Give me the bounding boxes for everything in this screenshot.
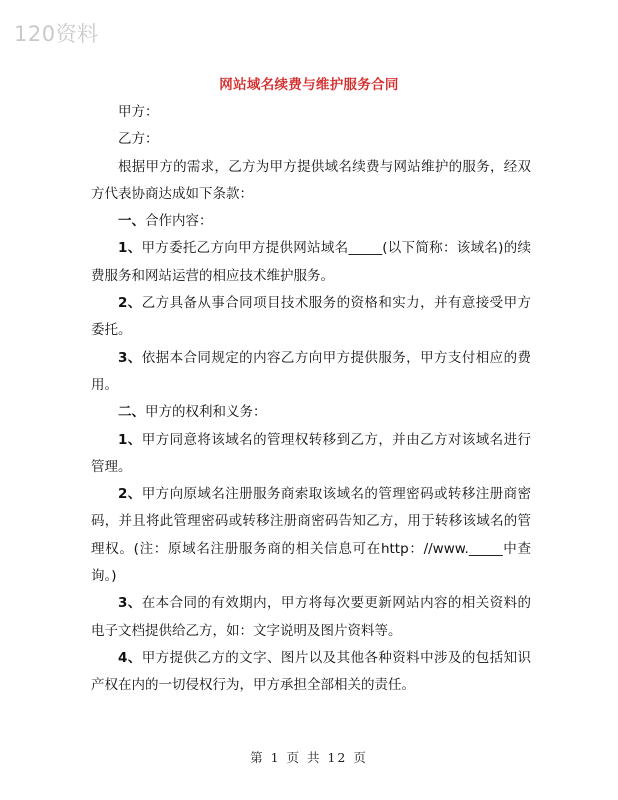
contract-body (91, 99, 531, 700)
clause-number: 1、 (118, 431, 142, 448)
clause-paragraph (91, 645, 531, 700)
clause-paragraph (91, 208, 531, 235)
clause-text: 甲方同意将该域名的管理权转移到乙方，并由乙方对该域名进行管理。 (91, 431, 531, 475)
clause-number: 二、 (118, 404, 145, 421)
clause-number: 2、 (118, 295, 142, 312)
party-b-line: 乙方： (118, 131, 159, 148)
clause-number: 一、 (118, 213, 145, 230)
clause-paragraph (91, 590, 531, 645)
clause-paragraph (91, 235, 531, 290)
clause-number: 2、 (118, 486, 142, 503)
clause-text: 乙方具备从事合同项目技术服务的资格和实力，并有意接受甲方委托。 (91, 295, 531, 339)
page-footer: 第 1 页 共 12 页 (250, 750, 368, 765)
watermark: 120资料 (14, 22, 99, 46)
party-a-line: 甲方： (118, 104, 159, 120)
clause-text: 在本合同的有效期内，甲方将每次要更新网站内容的相关资料的电子文档提供给乙方，如：文字说明及图片资料等。 (91, 595, 531, 639)
clause-paragraph (91, 154, 531, 209)
clause-number: 3、 (118, 349, 142, 366)
clause-paragraph (91, 481, 531, 590)
clause-text: 甲方的权利和义务： (145, 404, 267, 421)
clause-number: 1、 (118, 240, 142, 257)
clause-paragraph (91, 427, 531, 482)
clause-text: 合作内容： (145, 213, 213, 230)
clause-text: 甲方提供乙方的文字、图片以及其他各种资料中涉及的包括知识产权在内的一切侵权行为，甲方承担全部相关的责任。 (91, 649, 531, 694)
clause-paragraph (91, 399, 531, 426)
clause-text: 根据甲方的需求，乙方为甲方提供域名续费与网站维护的服务，经双方代表协商达成如下条款： (91, 158, 531, 202)
clause-text: 甲方委托乙方向甲方提供网站域名_____(以下简称：该域名)的续费服务和网站运营的相应技术维护服务。 (91, 240, 531, 284)
document-title: 网站域名续费与维护服务合同 (219, 77, 399, 93)
clause-paragraph (91, 290, 531, 345)
clause-number: 4、 (118, 649, 142, 666)
clause-text: 甲方向原域名注册服务商索取该域名的管理密码或转移注册商密码，并且将此管理密码或转移注册商密码告知乙方，用于转移该域名的管理权。(注：原域名注册服务商的相关信息可在http：//www._____中查询。) (91, 486, 531, 585)
clause-text: 依据本合同规定的内容乙方向甲方提供服务，甲方支付相应的费用。 (91, 349, 531, 393)
clause-number: 3、 (118, 595, 142, 612)
clause-list (91, 154, 531, 700)
clause-paragraph (91, 345, 531, 400)
